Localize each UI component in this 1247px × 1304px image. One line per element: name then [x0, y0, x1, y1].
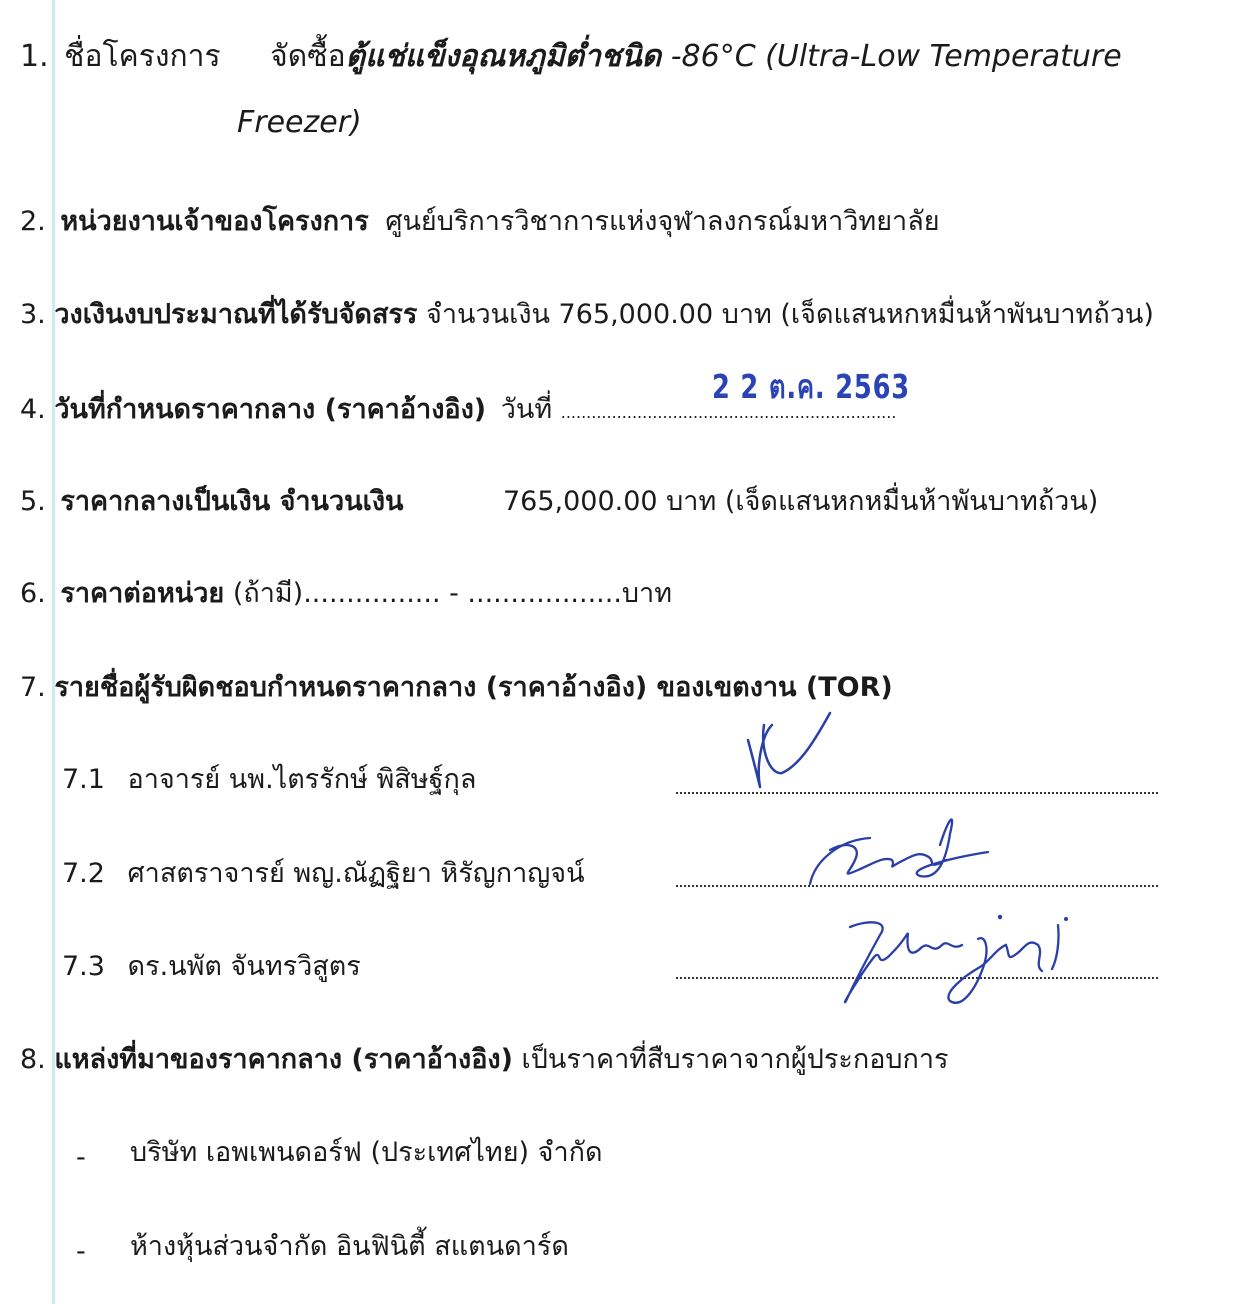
signature-2: [800, 800, 1010, 895]
member-row: [62, 950, 361, 984]
source-bullet: -: [76, 1236, 86, 1267]
item-7-number: 7.: [20, 672, 46, 703]
item-5-number: 5.: [20, 486, 46, 517]
member-row: [62, 857, 585, 891]
item-1-title-rest-2: Freezer): [237, 105, 362, 140]
item-6-value: (ถ้ามี)................ - ..................บาท: [232, 578, 673, 609]
source-bullet: -: [76, 1142, 86, 1173]
item-5-value: 765,000.00 บาท (เจ็ดแสนหกหมื่นห้าพันบาทถ้วน): [503, 486, 1099, 517]
item-1-label: ชื่อโครงการ: [64, 39, 221, 74]
item-8-source: [20, 1043, 949, 1077]
item-1-title-rest-1: -86°C (Ultra-Low Temperature: [661, 39, 1122, 74]
item-3-value: จำนวนเงิน 765,000.00 บาท (เจ็ดแสนหกหมื่นห้าพันบาทถ้วน): [426, 299, 1154, 330]
item-3-budget: [20, 298, 1154, 332]
member-name: ศาสตราจารย์ พญ.ณัฏฐิยา หิรัญกาญจน์: [127, 858, 585, 889]
member-number: 7.2: [62, 858, 105, 889]
source-item: ห้างหุ้นส่วนจำกัด อินฟินิตี้ สแตนดาร์ด: [130, 1231, 569, 1262]
item-8-number: 8.: [20, 1044, 46, 1075]
item-3-label: วงเงินงบประมาณที่ได้รับจัดสรร: [54, 299, 418, 330]
item-4-date: [20, 393, 896, 430]
item-1-title-bold: ตู้แช่แข็งอุณหภูมิต่ำชนิด: [345, 39, 662, 74]
signature-1: [730, 695, 850, 795]
item-5-label: ราคากลางเป็นเงิน จำนวนเงิน: [60, 486, 404, 517]
item-6-number: 6.: [20, 578, 46, 609]
member-number: 7.1: [62, 764, 105, 795]
member-row: [62, 763, 476, 797]
item-4-number: 4.: [20, 394, 46, 425]
item-1-project-name: [20, 40, 1122, 74]
item-8-label: แหล่งที่มาของราคากลาง (ราคาอ้างอิง): [54, 1044, 513, 1075]
signature-3: [830, 905, 1080, 1015]
margin-guide-line: [52, 0, 55, 1304]
item-2-value: ศูนย์บริการวิชาการแห่งจุฬาลงกรณ์มหาวิทยาลัย: [385, 206, 940, 237]
item-2-owner: [20, 205, 940, 239]
item-3-number: 3.: [20, 299, 46, 330]
item-2-number: 2.: [20, 206, 46, 237]
item-4-prefix: วันที่: [500, 394, 553, 425]
item-1-number: 1.: [20, 39, 49, 74]
item-4-label: วันที่กำหนดราคากลาง (ราคาอ้างอิง): [54, 394, 487, 425]
source-item: บริษัท เอพเพนดอร์ฟ (ประเทศไทย) จำกัด: [130, 1137, 603, 1168]
item-4-dots: ..................................................................: [560, 403, 897, 422]
member-name: อาจารย์ นพ.ไตรรักษ์ พิสิษฐ์กุล: [127, 764, 477, 795]
item-1-pre: จัดซื้อ: [270, 39, 346, 74]
item-6-label: ราคาต่อหน่วย: [60, 578, 225, 609]
item-7-label: รายชื่อผู้รับผิดชอบกำหนดราคากลาง (ราคาอ้างอิง) ของเขตงาน (TOR): [54, 672, 893, 703]
member-name: ดร.นพัต จันทรวิสูตร: [127, 951, 361, 982]
item-2-label: หน่วยงานเจ้าของโครงการ: [60, 206, 369, 237]
item-6-unit-price: [20, 577, 672, 611]
item-8-value: เป็นราคาที่สืบราคาจากผู้ประกอบการ: [521, 1044, 949, 1075]
item-5-middle-price: [20, 485, 1099, 519]
member-number: 7.3: [62, 951, 105, 982]
date-stamp: 2 2 ต.ค. 2563: [712, 367, 910, 406]
